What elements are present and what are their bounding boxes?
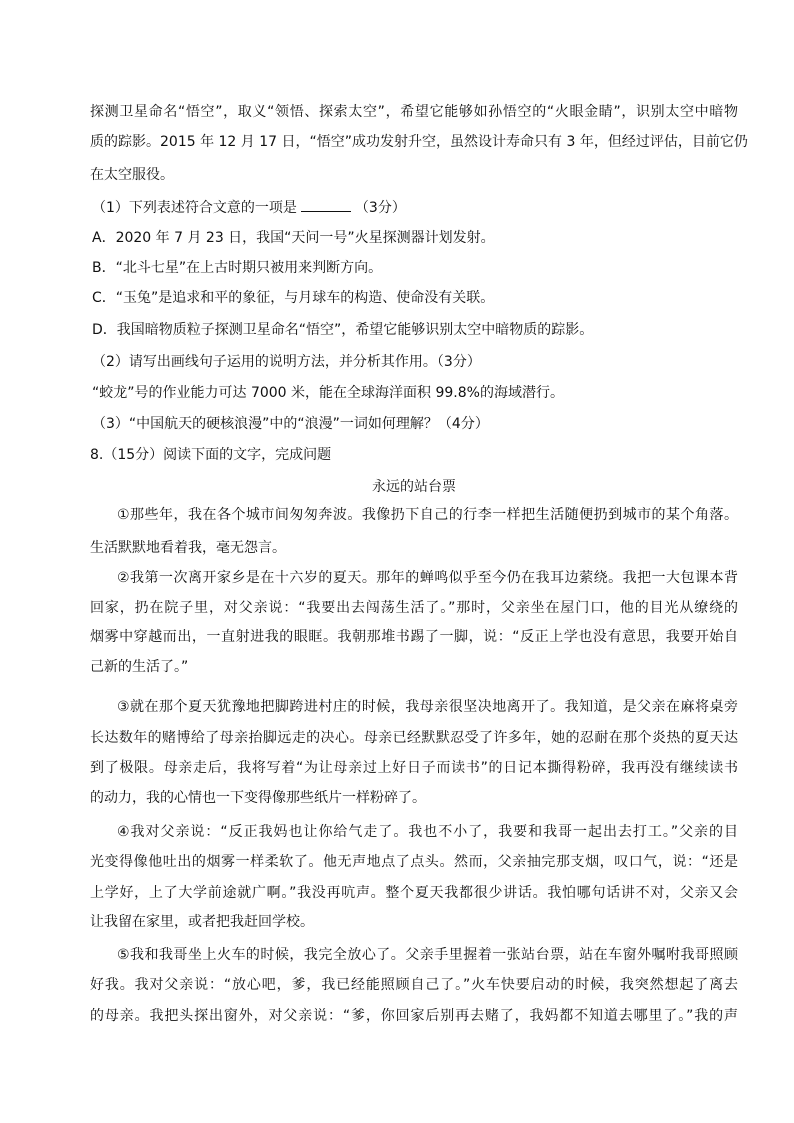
section-8-header: 8.（15分）阅读下面的文字，完成问题 bbox=[90, 447, 332, 463]
paragraph-5-line: ⑤我和我哥坐上火车的时候，我完全放心了。父亲手里握着一张站台票，站在车窗外嘱咐我哥照顾 bbox=[117, 947, 738, 963]
question-2-quote: “蛟龙”号的作业能力可达 7000 米，能在全球海洋面积 99.8%的海域潜行。 bbox=[92, 385, 564, 401]
paragraph-1-line: ①那些年，我在各个城市间匆匆奔波。我像扔下自己的行李一样把生活随便扔到城市的某个角落。 bbox=[117, 507, 738, 523]
question-3-prompt: （3）“中国航天的硬核浪漫”中的“浪漫”一词如何理解？（4分） bbox=[92, 416, 489, 432]
paragraph-3-line: 的动力，我的心情也一下变得像那些纸片一样粉碎了。 bbox=[90, 790, 426, 806]
paragraph-1-line: 生活默默地看着我，毫无怨言。 bbox=[90, 540, 286, 556]
paragraph-3-line: 长达数年的赌博给了母亲抬脚远走的决心。母亲已经默默忍受了许多年，她的忍耐在那个炎热的夏天达 bbox=[90, 730, 738, 746]
passage-title: 永远的站台票 bbox=[372, 479, 456, 495]
passage-line: 探测卫星命名“悟空”，取义“领悟、探索太空”，希望它能够如孙悟空的“火眼金睛”，识别太空中暗物 bbox=[90, 104, 738, 120]
paragraph-3-line: ③就在那个夏天犹豫地把脚跨进村庄的时候，我母亲很坚决地离开了。我知道，是父亲在麻将桌旁 bbox=[117, 699, 738, 715]
question-2-prompt: （2）请写出画线句子运用的说明方法，并分析其作用。（3分） bbox=[92, 354, 481, 370]
question-1-prompt: （1）下列表述符合文意的一项是 bbox=[92, 200, 297, 216]
paragraph-4-line: 光变得像他吐出的烟雾一样柔软了。他无声地点了点头。然而，父亲抽完那支烟，叹口气，说：“还是 bbox=[90, 854, 738, 870]
paragraph-2-line: 回家，扔在院子里，对父亲说：“我要出去闯荡生活了。”那时，父亲坐在屋门口，他的目光从缭绕的 bbox=[90, 600, 738, 616]
option-c: C．“玉兔”是追求和平的象征，与月球车的构造、使命没有关联。 bbox=[92, 290, 495, 306]
paragraph-5-line: 的母亲。我把头探出窗外，对父亲说：“爹，你回家后别再去赌了，我妈都不知道去哪里了。”我的声 bbox=[90, 1008, 738, 1024]
question-1-score: （3分） bbox=[354, 200, 406, 216]
paragraph-3-line: 到了极限。母亲走后，我将写着“为让母亲过上好日子而读书”的日记本撕得粉碎，我再没有继续读书 bbox=[90, 760, 738, 776]
paragraph-2-line: 己新的生活了。” bbox=[90, 659, 189, 675]
paragraph-4-line: ④我对父亲说：“反正我妈也让你给气走了。我也不小了，我要和我哥一起出去打工。”父亲的目 bbox=[117, 824, 738, 840]
option-a: A．2020 年 7 月 23 日，我国“天问一号”火星探测器计划发射。 bbox=[92, 230, 495, 246]
paragraph-2-line: 烟雾中穿越而出，一直射进我的眼眶。我朝那堆书踢了一脚，说：“反正上学也没有意思，我要开始自 bbox=[90, 629, 738, 645]
question-1 bbox=[92, 197, 406, 217]
passage-line: 质的踪影。2015 年 12 月 17 日，“悟空”成功发射升空，虽然设计寿命只有 3 年，但经过评估，目前它仍 bbox=[90, 134, 748, 150]
option-b: B．“北斗七星”在上古时期只被用来判断方向。 bbox=[92, 260, 383, 276]
option-d: D．我国暗物质粒子探测卫星命名“悟空”，希望它能够识别太空中暗物质的踪影。 bbox=[92, 322, 594, 338]
passage-line: 在太空服役。 bbox=[90, 167, 174, 183]
paragraph-4-line: 让我留在家里，或者把我赶回学校。 bbox=[90, 914, 314, 930]
paragraph-5-line: 好我。我对父亲说：“放心吧，爹，我已经能照顾自己了。”火车快要启动的时候，我突然想起了离去 bbox=[90, 977, 738, 993]
paragraph-4-line: 上学好，上了大学前途就广啊。”我没再吭声。整个夏天我都很少讲话。我怕哪句话讲不对，父亲又会 bbox=[90, 885, 738, 901]
paragraph-2-line: ②我第一次离开家乡是在十六岁的夏天。那年的蝉鸣似乎至今仍在我耳边萦绕。我把一大包课本背 bbox=[117, 570, 738, 586]
answer-blank[interactable] bbox=[301, 197, 351, 212]
